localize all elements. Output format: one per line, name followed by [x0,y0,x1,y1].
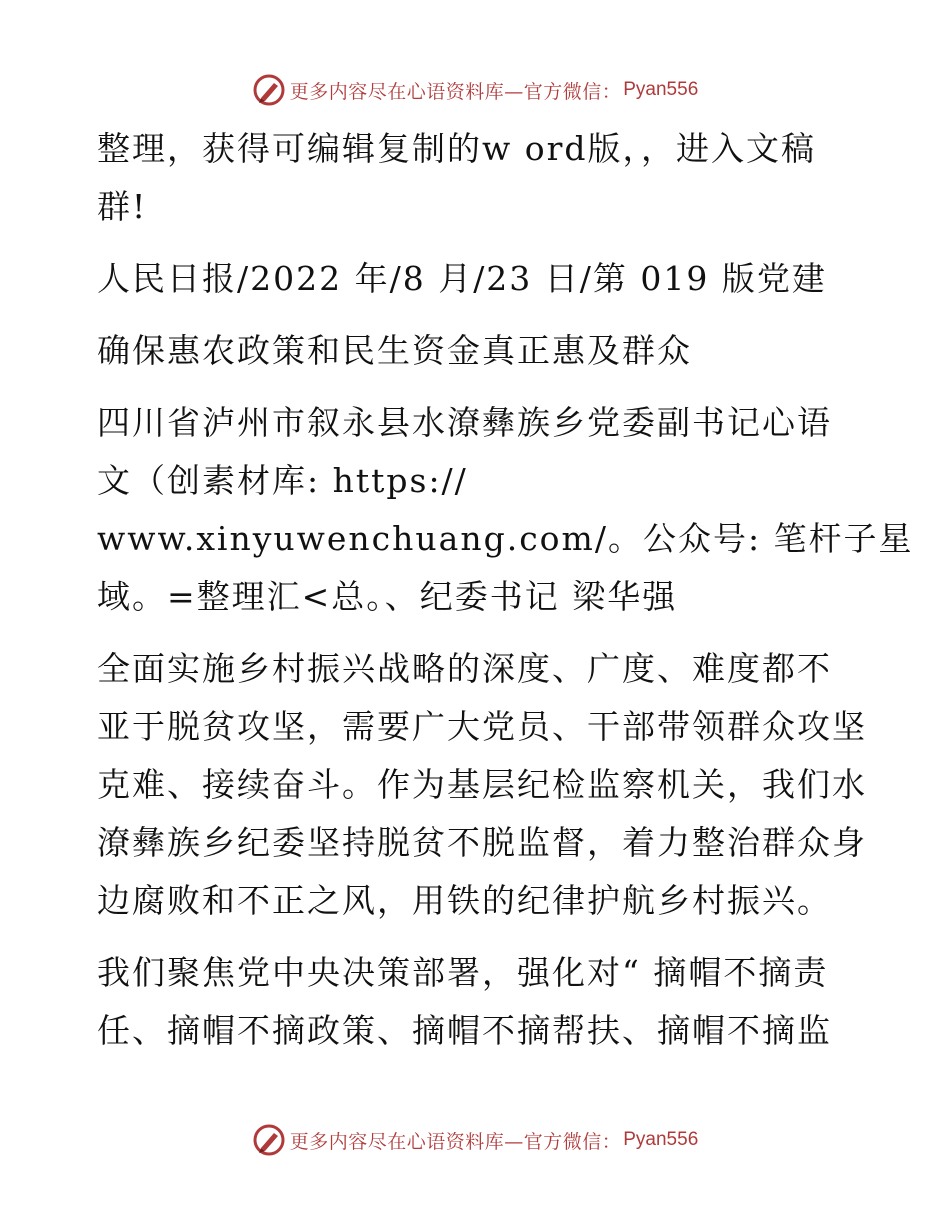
pen-logo-icon [252,73,286,107]
text-line: 克难、接续奋斗。作为基层纪检监察机关，我们水 [97,765,867,804]
banner-text: 更多内容尽在心语资料库—官方微信： [289,1130,622,1153]
text-line: 域。=整理汇<总。、纪委书记 梁华强 [97,577,678,616]
text-line: 我们聚焦党中央决策部署，强化对“ 摘帽不摘责 [97,953,829,992]
text-line: 整理，获得可编辑复制的w ord版，，进入文稿 [97,129,817,168]
footer-banner [0,1120,950,1160]
paragraph-body-1 [97,640,867,930]
text-line: 边腐败和不正之风，用铁的纪律护航乡村振兴。 [97,881,832,920]
text-line: 任、摘帽不摘政策、摘帽不摘帮扶、摘帽不摘监 [97,1011,832,1050]
text-line: 四川省泸州市叙永县水潦彝族乡党委副书记心语 [97,403,832,442]
paragraph-author [97,394,914,626]
text-line: www.xinyuwenchuang.com/。公众号: 笔杆子星 [97,519,914,558]
text-line: 群! [97,187,148,226]
banner-text: 更多内容尽在心语资料库—官方微信： [289,80,622,103]
paragraph-intro [97,120,857,236]
document-body [97,120,914,1074]
text-line: 潦彝族乡纪委坚持脱贫不脱监督，着力整治群众身 [97,823,867,862]
header-banner [0,70,950,110]
banner-handle: Pyan556 [623,1129,699,1150]
pen-logo-icon [252,1123,286,1157]
text-line: 人民日报/2022 年/8 月/23 日/第 019 版党建 [97,259,827,298]
text-line: 全面实施乡村振兴战略的深度、广度、难度都不 [97,649,832,688]
text-line: 确保惠农政策和民生资金真正惠及群众 [97,331,692,370]
text-line: 亚于脱贫攻坚，需要广大党员、干部带领群众攻坚 [97,707,867,746]
banner-handle: Pyan556 [623,79,699,100]
paragraph-body-2 [97,944,857,1060]
text-line: 文（创素材库: https:// [97,461,468,500]
paragraph-source [97,250,857,308]
article-title [97,322,857,380]
